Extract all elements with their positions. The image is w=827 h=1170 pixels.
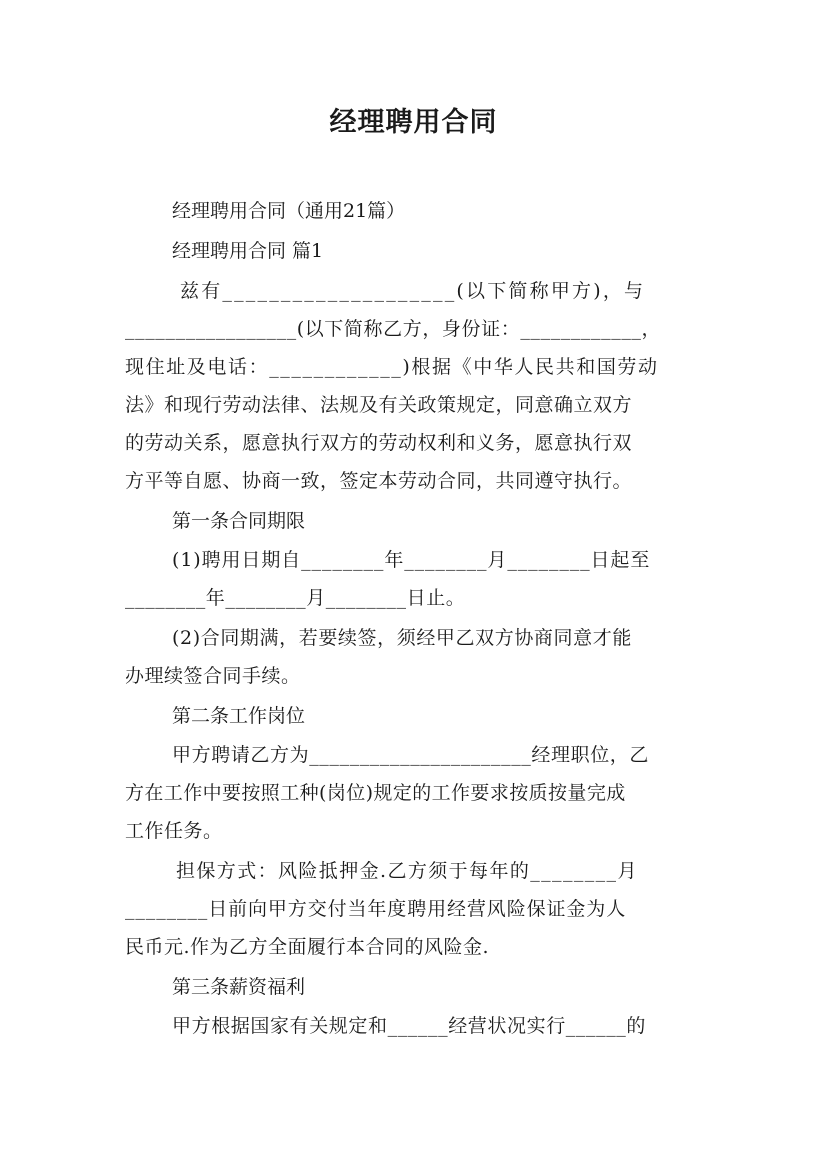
paragraph-line: 担保方式：风险抵押金.乙方须于每年的________月 xyxy=(176,860,638,882)
paragraph-line: 民币元.作为乙方全面履行本合同的风险金. xyxy=(125,936,490,958)
paragraph-line: ________年________月________日止。 xyxy=(125,587,466,609)
paragraph-line: 兹有____________________(以下简称甲方)，与 xyxy=(180,280,646,302)
clause-heading: 第三条薪资福利 xyxy=(172,976,306,998)
paragraph-line: 方平等自愿、协商一致，签定本劳动合同，共同遵守执行。 xyxy=(125,470,633,492)
paragraph-line: 工作任务。 xyxy=(125,820,223,842)
clause-heading: 第二条工作岗位 xyxy=(172,705,306,727)
paragraph-line: (1)聘用日期自________年________月________日起至 xyxy=(172,549,651,571)
paragraph-line: 甲方根据国家有关规定和______经营状况实行______的 xyxy=(172,1015,647,1037)
paragraph-line: 法》和现行劳动法律、法规及有关政策规定，同意确立双方 xyxy=(125,394,633,416)
paragraph-line: 甲方聘请乙方为______________________经理职位，乙 xyxy=(172,744,650,766)
paragraph-line: _________________(以下简称乙方，身份证：____________， xyxy=(125,318,662,340)
paragraph-line: ________日前向甲方交付当年度聘用经营风险保证金为人 xyxy=(125,898,627,920)
document-subtitle: 经理聘用合同（通用21篇） xyxy=(172,200,406,222)
paragraph-line: (2)合同期满，若要续签，须经甲乙双方协商同意才能 xyxy=(172,627,632,649)
section-heading: 经理聘用合同 篇1 xyxy=(172,240,324,262)
paragraph-line: 的劳动关系，愿意执行双方的劳动权利和义务，愿意执行双 xyxy=(125,432,633,454)
paragraph-line: 办理续签合同手续。 xyxy=(125,665,301,687)
paragraph-line: 现住址及电话：____________)根据《中华人民共和国劳动 xyxy=(125,356,659,378)
paragraph-line: 方在工作中要按照工种(岗位)规定的工作要求按质按量完成 xyxy=(125,782,626,804)
document-title: 经理聘用合同 xyxy=(329,107,498,138)
clause-heading: 第一条合同期限 xyxy=(172,510,306,532)
